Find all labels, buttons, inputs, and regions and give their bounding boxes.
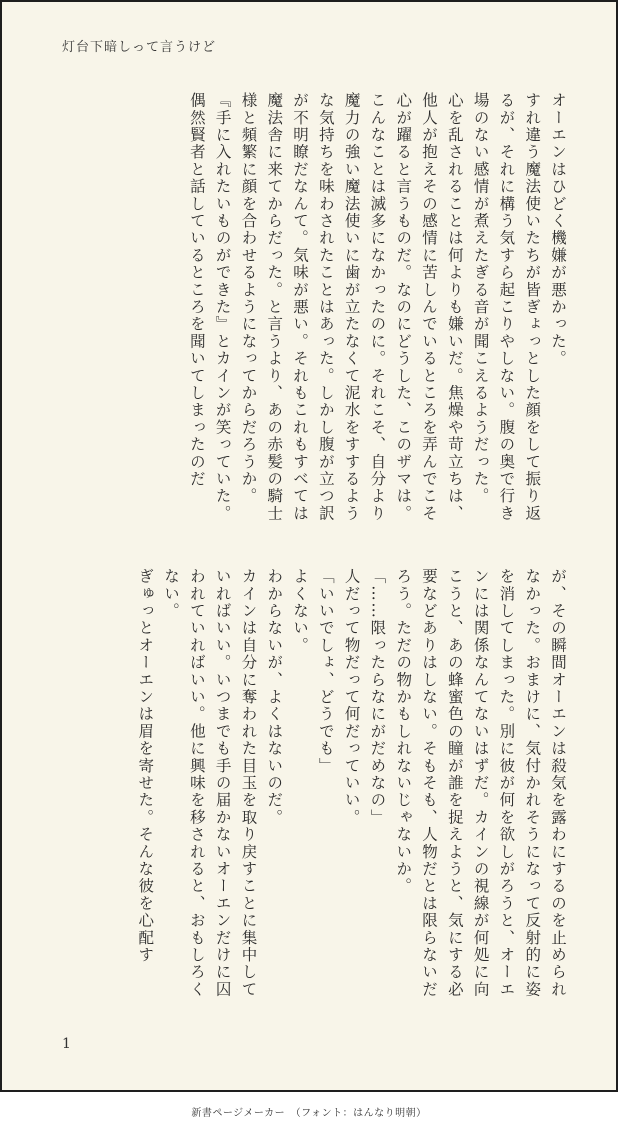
- upper-text-column: [50, 92, 570, 532]
- paragraph: すれ違う魔法使いたちが皆ぎょっとした顔をして振り返るが、それに構う気すら起こりやしない。腹の奥で行き場のない感情が煮えたぎる音が聞こえるようだった。: [471, 92, 542, 522]
- paragraph: カインは自分に奪われた目玉を取り戻すことに集中していればいい。いつまでも手の届かないオーエンだけに囚われていればいい。他に興味を移されると、おもしろくない。: [162, 568, 258, 998]
- paragraph: 人だって物だって何だっていい。: [342, 568, 361, 826]
- paragraph: わからないが、よくはないのだ。: [265, 568, 284, 826]
- paragraph: よくない。: [291, 568, 310, 654]
- footer-credit: 新書ページメーカー （フォント：はんなり明朝）: [191, 1108, 427, 1119]
- paragraph: ぎゅっとオーエンは眉を寄せた。そんな彼を心配す: [136, 568, 155, 964]
- dialogue-line: 「……限ったらなにがだめなの」: [368, 568, 387, 826]
- paragraph: 『手に入れたいものができた』とカインが笑っていた。偶然賢者と話しているところを聞いてしまったのだ: [187, 92, 232, 522]
- lower-text-column: [50, 568, 570, 1008]
- page-number: 1: [62, 1036, 71, 1052]
- paragraph: が、その瞬間オーエンは殺気を露わにするのを止められなかった。おまけに、気付かれそうになって反射的に姿を消してしまった。別に彼が何を欲しがろうと、オーエンには関係なんてないはずだ。カインの視線が何処に向こうと、あの蜂蜜色の瞳が誰を捉えようと、気にする必要などありはしない。そもそも、人物だとは限らないだろう。ただの物かもしれないじゃないか。: [394, 568, 567, 998]
- paragraph: 心を乱されることは何よりも嫌いだ。焦燥や苛立ちは、他人が抱えその感情に苦しんでいるところを弄んでこそ心が躍ると言うものだ。なのにどうした、このザマは。こんなことは滅多になかったのに。それこそ、自分より魔力の強い魔法使いに歯が立たなくて泥水をすするような気持ちを味わされたことはあった。しかし腹が立つ訳が不明瞭だなんて。気味が悪い。それもこれもすべては魔法舎に来てからだった。と言うより、あの赤髪の騎士様と頻繁に顔を合わせるようになってからだろうか。: [239, 92, 464, 522]
- paragraph: オーエンはひどく機嫌が悪かった。: [549, 92, 567, 368]
- running-title: 灯台下暗しって言うけど: [62, 40, 217, 55]
- dialogue-line: 「いいでしょ、どうでも」: [316, 568, 335, 775]
